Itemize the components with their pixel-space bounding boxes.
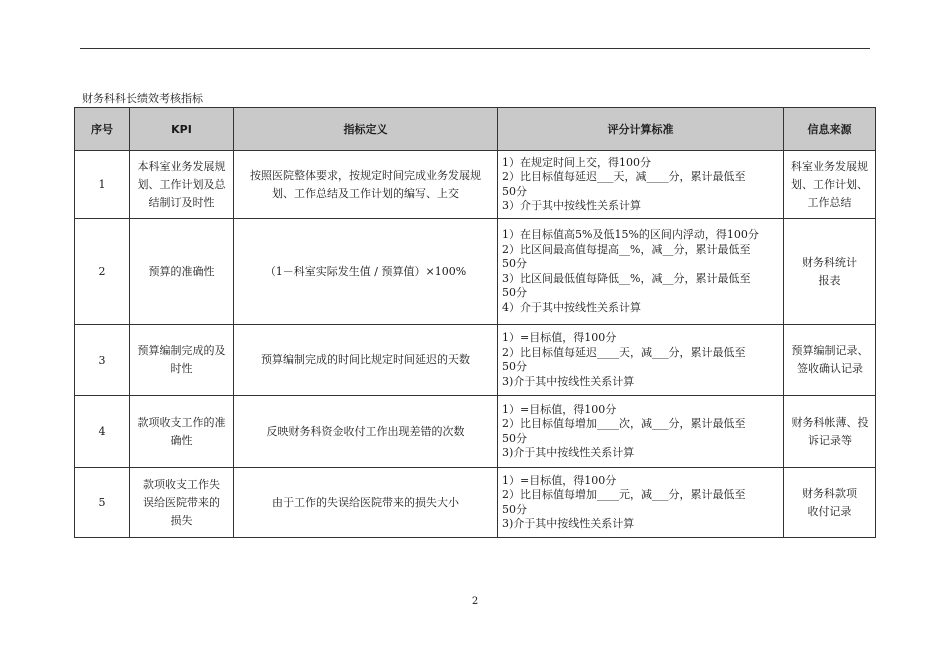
table-row (75, 325, 876, 396)
cell-kpi (130, 151, 234, 219)
cell-kpi (130, 219, 234, 325)
cell-definition (234, 219, 498, 325)
table-body (75, 151, 876, 538)
table-row (75, 219, 876, 325)
criteria-line: 2）比目标值每延迟____天，减___分，累计最低至 (502, 345, 746, 359)
kpi-text: 预算编制完成的及时性 (137, 344, 226, 375)
cell-source (784, 468, 876, 538)
cell-definition (234, 396, 498, 468)
kpi-text: 款项收支工作的准确性 (137, 415, 226, 447)
cell-source (784, 325, 876, 396)
column-header-no: 序号 (75, 108, 130, 151)
column-header-definition: 指标定义 (234, 108, 498, 151)
criteria-line: 50分 (502, 431, 527, 445)
criteria-line: 3)介于其中按线性关系计算 (502, 517, 635, 530)
definition-text: 预算编制完成的时间比规定时间延迟的天数 (261, 353, 470, 366)
criteria-line: 1）在规定时间上交，得100分 (502, 155, 651, 169)
cell-definition (234, 325, 498, 396)
criteria-line: 50分 (502, 184, 527, 198)
criteria-line: 3)介于其中按线性关系计算 (502, 446, 635, 459)
source-text: 财务科款项收付记录 (802, 486, 857, 518)
cell-no: 5 (75, 468, 130, 538)
column-header-criteria: 评分计算标准 (498, 108, 784, 151)
criteria-line: 1）=目标值，得100分 (502, 331, 617, 344)
cell-source (784, 219, 876, 325)
column-header-kpi: KPI (130, 108, 234, 151)
criteria-line: 2）比目标值每增加____次，减___分，累计最低至 (502, 417, 746, 430)
source-text: 财务科帐薄、投诉记录等 (791, 415, 869, 447)
cell-source (784, 396, 876, 468)
table-caption: 财务科科长绩效考核指标 (82, 92, 203, 105)
cell-no: 2 (75, 219, 130, 325)
cell-kpi (130, 468, 234, 538)
criteria-line: 50分 (502, 286, 527, 299)
cell-definition (234, 468, 498, 538)
kpi-text: 预算的准确性 (148, 264, 215, 278)
column-header-source: 信息来源 (784, 108, 876, 151)
cell-kpi (130, 325, 234, 396)
cell-criteria (498, 468, 784, 538)
kpi-table (74, 107, 876, 538)
header-rule (80, 48, 870, 49)
criteria-line: 2）比目标值每延迟___天，减____分，累计最低至 (502, 170, 746, 183)
cell-no: 3 (75, 325, 130, 396)
cell-criteria (498, 396, 784, 468)
criteria-line: 1）=目标值，得100分 (502, 402, 617, 416)
definition-text: 反映财务科资金收付工作出现差错的次数 (266, 424, 465, 438)
criteria-line: 50分 (502, 257, 527, 270)
criteria-line: 2）比区间最高值每提高__%，减__分，累计最低至 (502, 242, 751, 256)
kpi-text: 款项收支工作失误给医院带来的损失 (143, 477, 220, 527)
page-number: 2 (471, 596, 479, 607)
kpi-text: 本科室业务发展规划、工作计划及总结制订及时性 (137, 159, 226, 209)
criteria-line: 2）比目标值每增加____元，减___分，累计最低至 (502, 488, 746, 501)
criteria-line: 50分 (502, 360, 527, 373)
criteria-line: 3）介于其中按线性关系计算 (502, 199, 641, 212)
criteria-line: 1）=目标值，得100分 (502, 473, 617, 487)
definition-text: （1－科室实际发生值 / 预算值）×100% (264, 264, 467, 278)
source-text: 科室业务发展规划、工作计划、工作总结 (791, 159, 868, 209)
table-row (75, 468, 876, 538)
cell-criteria (498, 325, 784, 396)
table-row (75, 151, 876, 219)
cell-definition (234, 151, 498, 219)
cell-criteria (498, 151, 784, 219)
criteria-line: 4）介于其中按线性关系计算 (502, 300, 641, 314)
table-header-row (75, 108, 876, 151)
cell-no: 1 (75, 151, 130, 219)
criteria-line: 1）在目标值高5%及低15%的区间内浮动，得100分 (502, 228, 759, 241)
cell-no: 4 (75, 396, 130, 468)
definition-text: 按照医院整体要求，按规定时间完成业务发展规划、工作总结及工作计划的编写、上交 (250, 168, 481, 200)
criteria-line: 3)介于其中按线性关系计算 (502, 374, 635, 388)
source-text: 预算编制记录、签收确认记录 (791, 344, 869, 375)
definition-text: 由于工作的失误给医院带来的损失大小 (272, 495, 459, 509)
table-row (75, 396, 876, 468)
source-text: 财务科统计报表 (802, 255, 857, 287)
criteria-line: 50分 (502, 502, 527, 516)
cell-criteria (498, 219, 784, 325)
criteria-line: 3）比区间最低值每降低__%，减__分，累计最低至 (502, 271, 751, 285)
cell-kpi (130, 396, 234, 468)
cell-source (784, 151, 876, 219)
